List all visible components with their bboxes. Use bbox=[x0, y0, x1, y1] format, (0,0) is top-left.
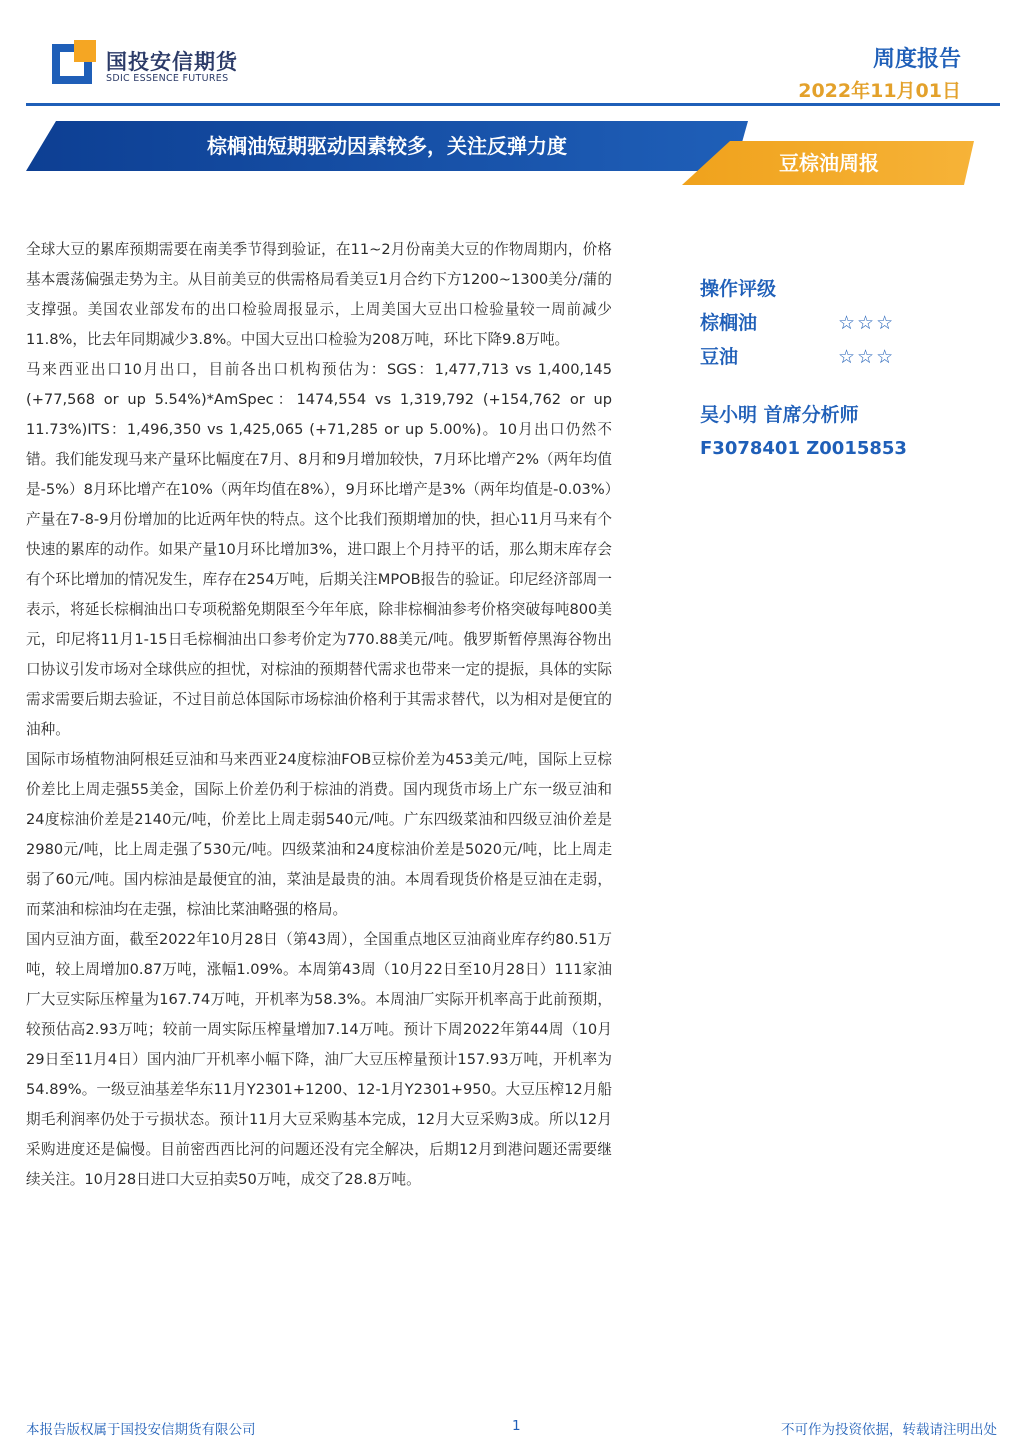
report-body bbox=[26, 235, 612, 1195]
paragraph-soybean-outlook: 全球大豆的累库预期需要在南美季节得到验证，在11~2月份南美大豆的作物周期内，价格基本震荡偏强走势为主。从目前美豆的供需格局看美豆1月合约下方1200~1300美分/蒲的支撑强。美国农业部发布的出口检验周报显示，上周美国大豆出口检验量较一周前减少11.8%，比去年同期减少3.8%。中国大豆出口检验为208万吨，环比下降9.8万吨。 bbox=[26, 241, 612, 348]
footer-disclaimer: 不可作为投资依据，转载请注明出处 bbox=[781, 1422, 997, 1438]
report-type: 周度报告 bbox=[872, 47, 961, 72]
rating-row-palm-oil bbox=[700, 306, 1000, 340]
report-tag: 豆棕油周报 bbox=[779, 151, 879, 175]
rating-stars-icon: ☆☆☆ bbox=[838, 346, 896, 368]
page-number: 1 bbox=[512, 1418, 521, 1434]
paragraph-domestic-soyoil: 国内豆油方面，截至2022年10月28日（第43周），全国重点地区豆油商业库存约80.51万吨，较上周增加0.87万吨，涨幅1.09%。本周第43周（10月22日至10月28日）111家油厂大豆实际压榨量为167.74万吨，开机率为58.3%。本周油厂实际开机率高于此前预期，较预估高2.93万吨；较前一周实际压榨量增加7.14万吨。预计下周2022年第44周（10月29日至11月4日）国内油厂开机率小幅下降，油厂大豆压榨量预计157.93万吨，开机率为54.89%。一级豆油基差华东11月Y2301+1200、12-1月Y2301+950。大豆压榨12月船期毛利润率仍处于亏损状态。预计11月大豆采购基本完成，12月大豆采购3成。所以12月采购进度还是偏慢。目前密西西比河的问题还没有完全解决，后期12月到港问题还需要继续关注。10月28日进口大豆拍卖50万吨，成交了28.8万吨。 bbox=[26, 931, 612, 1188]
footer-copyright: 本报告版权属于国投安信期货有限公司 bbox=[26, 1422, 256, 1438]
rating-row-soybean-oil bbox=[700, 340, 1000, 374]
paragraph-malaysia-exports: 马来西亚出口10月出口，目前各出口机构预估为：SGS：1,477,713 vs 1,400,145 (+77,568 or up 5.54%)*AmSpec：1474,554 vs 1,319,792 (+154,762 or up 11.73%)ITS：1,496,350 vs 1,425,065 (+71,285 or up 5.00%)。10月出口仍然不错。我们能发现马来产量环比幅度在7月、8月和9月增加较快，7月环比增产2%（两年均值是-5%）8月环比增产在10%（两年均值在8%），9月环比增产是3%（两年均值是-0.03%）产量在7-8-9月份增加的比近两年快的特点。这个比我们预期增加的快，担心11月马来有个快速的累库的动作。如果产量10月环比增加3%，进口跟上个月持平的话，那么期末库存会有个环比增加的情况发生，库存在254万吨，后期关注MPOB报告的验证。印尼经济部周一表示，将延长棕榈油出口专项税豁免期限至今年年底，除非棕榈油参考价格突破每吨800美元，印尼将11月1-15日毛棕榈油出口参考价定为770.88美元/吨。俄罗斯暂停黑海谷物出口协议引发市场对全球供应的担忧，对棕油的预期替代需求也带来一定的提振，具体的实际需求需要后期去验证，不过目前总体国际市场棕油价格利于其需求替代，以为相对是便宜的油种。 bbox=[26, 361, 612, 738]
company-name-cn: 国投安信期货 bbox=[106, 50, 238, 74]
rating-heading: 操作评级 bbox=[700, 278, 777, 300]
header-divider bbox=[26, 103, 1000, 106]
paragraph-price-spreads: 国际市场植物油阿根廷豆油和马来西亚24度棕油FOB豆棕价差为453美元/吨，国际上豆棕价差比上周走强55美金，国际上价差仍利于棕油的消费。国内现货市场上广东一级豆油和24度棕油价差是2140元/吨，价差比上周走弱540元/吨。广东四级菜油和四级豆油价差是2980元/吨，比上周走强了530元/吨。四级菜油和24度棕油价差是5020元/吨，比上周走弱了60元/吨。国内棕油是最便宜的油，菜油是最贵的油。本周看现货价格是豆油在走弱，而菜油和棕油均在走强，棕油比菜油略强的格局。 bbox=[26, 751, 612, 918]
company-logo bbox=[52, 40, 100, 84]
analyst-name: 吴小明 首席分析师 bbox=[700, 404, 859, 426]
report-title: 棕榈油短期驱动因素较多，关注反弹力度 bbox=[207, 134, 567, 158]
company-name-en: SDIC ESSENCE FUTURES bbox=[106, 73, 229, 84]
rating-product-name: 豆油 bbox=[700, 346, 739, 368]
rating-sidebar bbox=[700, 272, 1000, 466]
rating-product-name: 棕榈油 bbox=[700, 312, 758, 334]
report-date: 2022年11月01日 bbox=[798, 80, 961, 102]
rating-stars-icon: ☆☆☆ bbox=[838, 312, 896, 334]
analyst-license-codes: F3078401 Z0015853 bbox=[700, 438, 907, 459]
